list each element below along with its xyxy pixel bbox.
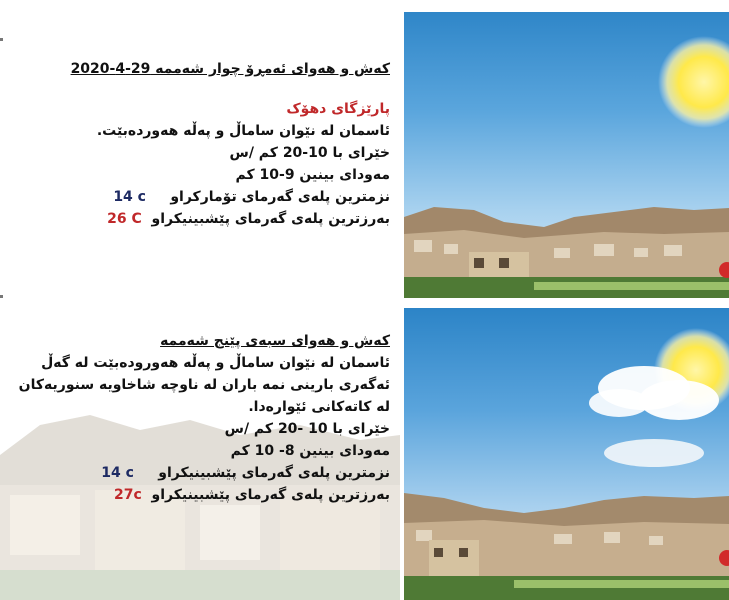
min-temp-value: 14 c [113, 189, 146, 205]
tomorrow-title: کەش و هەوای سبەی پێنج شەممە [160, 333, 390, 349]
today-visibility: مەودای بینین 9-10 کم [235, 167, 390, 183]
tomorrow-max-temp [10, 484, 390, 506]
min-temp-label: نزمترین پلەی گەرمای پێشبینیکراو [158, 465, 390, 481]
min-temp-label: نزمترین پلەی گەرمای تۆمارکراو [170, 189, 390, 205]
tomorrow-visibility: مەودای بینین 8- 10 کم [230, 443, 390, 459]
today-wind: خێرای با 10-20 کم /س [229, 145, 390, 161]
weather-photo-today [404, 12, 729, 298]
province-name: پارێزگای دهۆک [286, 101, 390, 117]
min-temp-value: 14 c [101, 465, 134, 481]
edge-mark [0, 295, 3, 298]
today-forecast [60, 58, 390, 230]
tomorrow-wind: خێرای با 10 -20 کم /س [224, 421, 390, 437]
max-temp-label: بەرزترین پلەی گەرمای پێشبینیکراو [151, 211, 390, 227]
today-max-temp [60, 208, 390, 230]
tomorrow-forecast [10, 330, 390, 506]
today-sky: ئاسمان لە نێوان ساماڵ و پەڵە هەوردەبێت. [96, 123, 390, 139]
weather-photo-tomorrow [404, 308, 729, 600]
max-temp-value: 26 C [107, 211, 142, 227]
tomorrow-sky: ئاسمان لە نێوان ساماڵ و پەڵە هەورودەبێت لە گەڵ ئەگەری بارینی نمە باران لە ناوچە شاخاویە سنوریەکان لە کاتەکانی ئێوارەدا. [18, 355, 390, 415]
today-title: کەش و هەوای ئەمڕۆ چوار شەممە 29-4-2020 [70, 61, 390, 77]
tomorrow-min-temp [10, 462, 390, 484]
max-temp-label: بەرزترین پلەی گەرمای پێشبینیکراو [151, 487, 390, 503]
today-min-temp [60, 186, 390, 208]
sun-cloud-icon [589, 328, 729, 467]
max-temp-value: 27c [113, 487, 142, 503]
sun-icon [658, 36, 729, 128]
edge-mark [0, 38, 3, 41]
